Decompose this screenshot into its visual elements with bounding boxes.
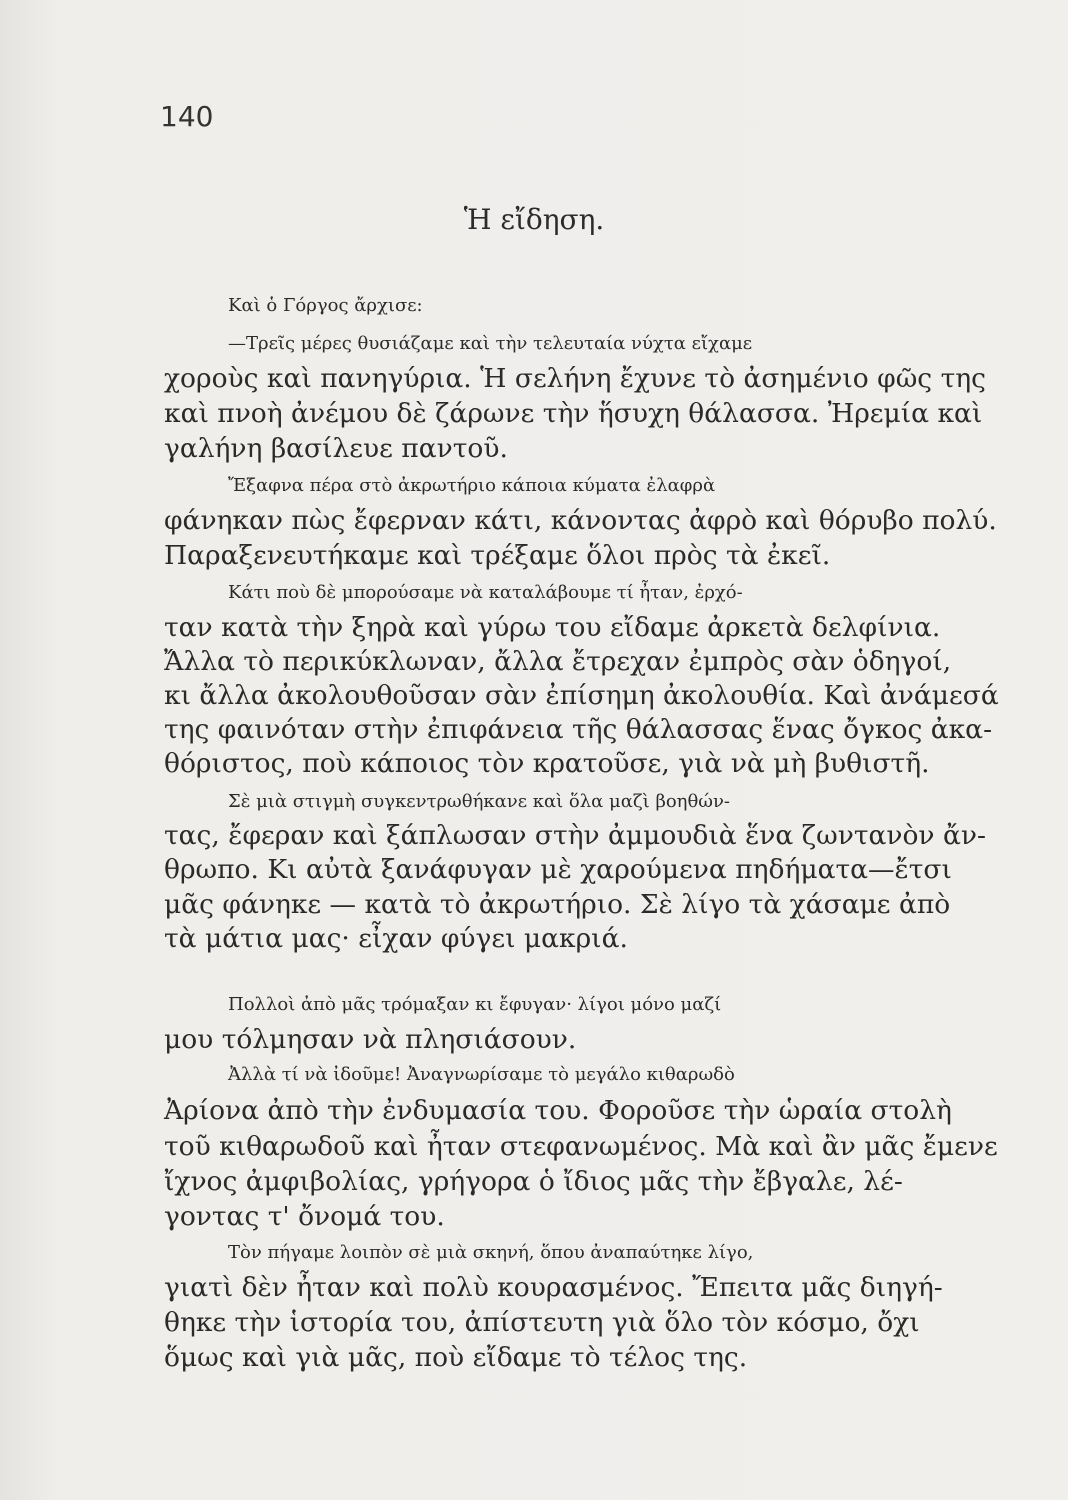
text-line: —Τρεῖς μέρες θυσιάζαμε καὶ τὴν τελευταία νύχτα εἴχαμε [228,333,753,354]
page-number: 140 [160,100,214,133]
text-line: γιατὶ δὲν ἦταν καὶ πολὺ κουρασμένος. Ἔπειτα μᾶς διηγή- [164,1272,943,1303]
section-heading: Ἡ εἴδηση. [463,203,605,236]
text-line: ἴχνος ἀμφιβολίας, γρήγορα ὁ ἴδιος μᾶς τὴν ἔβγαλε, λέ- [164,1166,903,1197]
text-line: ταν κατὰ τὴν ξηρὰ καὶ γύρω του εἴδαμε ἀρκετὰ δελφίνια. [164,612,941,643]
text-line: γαλήνη βασίλευε παντοῦ. [164,433,508,464]
text-line: Πολλοὶ ἀπὸ μᾶς τρόμαξαν κι ἔφυγαν· λίγοι μόνο μαζί [228,994,722,1015]
text-line: Ἔξαφνα πέρα στὸ ἀκρωτήριο κάποια κύματα ἐλαφρὰ [228,475,716,496]
text-line: θόριστος, ποὺ κάποιος τὸν κρατοῦσε, γιὰ νὰ μὴ βυθιστῆ. [164,748,930,779]
text-line: κι ἄλλα ἀκολουθοῦσαν σὰν ἐπίσημη ἀκολουθία. Καὶ ἀνάμεσά [164,680,999,711]
text-line: της φαινόταν στὴν ἐπιφάνεια τῆς θάλασσας ἕνας ὄγκος ἀκα- [164,714,993,745]
text-line: θρωπο. Κι αὐτὰ ξανάφυγαν μὲ χαρούμενα πηδήματα—ἔτσι [164,854,952,885]
text-line: καὶ πνοὴ ἀνέμου δὲ ζάρωνε τὴν ἥσυχη θάλασσα. Ἠρεμία καὶ [164,398,983,429]
text-line: γοντας τ' ὄνομά του. [164,1201,445,1232]
text-line: μᾶς φάνηκε — κατὰ τὸ ἀκρωτήριο. Σὲ λίγο τὰ χάσαμε ἀπὸ [164,889,951,920]
text-line: τας, ἔφεραν καὶ ξάπλωσαν στὴν ἀμμουδιὰ ἕνα ζωντανὸν ἄν- [164,820,986,851]
text-line: χοροὺς καὶ πανηγύρια. Ἡ σελήνη ἔχυνε τὸ ἀσημένιο φῶς της [164,363,986,394]
text-line: Παραξενευτήκαμε καὶ τρέξαμε ὅλοι πρὸς τὰ ἐκεῖ. [164,540,831,571]
text-line: μου τόλμησαν νὰ πλησιάσουν. [164,1024,577,1055]
text-line: ὅμως καὶ γιὰ μᾶς, ποὺ εἴδαμε τὸ τέλος της. [164,1342,748,1373]
text-line: Ἀλλὰ τί νὰ ἰδοῦμε! Ἀναγνωρίσαμε τὸ μεγάλο κιθαρωδὸ [228,1064,735,1085]
text-line: Ἄλλα τὸ περικύκλωναν, ἄλλα ἔτρεχαν ἐμπρὸς σὰν ὁδηγοί, [164,646,952,677]
text-line: τοῦ κιθαρωδοῦ καὶ ἦταν στεφανωμένος. Μὰ καὶ ἂν μᾶς ἔμενε [164,1131,998,1162]
text-line: Σὲ μιὰ στιγμὴ συγκεντρωθήκανε καὶ ὅλα μαζὶ βοηθών- [228,791,731,812]
text-line: Ἀρίονα ἀπὸ τὴν ἐνδυμασία του. Φοροῦσε τὴν ὡραία στολὴ [164,1095,952,1126]
text-line: Καὶ ὁ Γόργος ἄρχισε: [228,295,423,316]
text-line: Τὸν πήγαμε λοιπὸν σὲ μιὰ σκηνή, ὅπου ἀναπαύτηκε λίγο, [228,1242,754,1263]
text-line: Κάτι ποὺ δὲ μπορούσαμε νὰ καταλάβουμε τί ἦταν, ἐρχό- [228,582,743,603]
text-line: φάνηκαν πὼς ἔφερναν κάτι, κάνοντας ἀφρὸ καὶ θόρυβο πολύ. [164,505,997,536]
text-line: θηκε τὴν ἱστορία του, ἀπίστευτη γιὰ ὅλο τὸν κόσμο, ὄχι [164,1307,920,1338]
text-line: τὰ μάτια μας· εἶχαν φύγει μακριά. [164,923,628,954]
